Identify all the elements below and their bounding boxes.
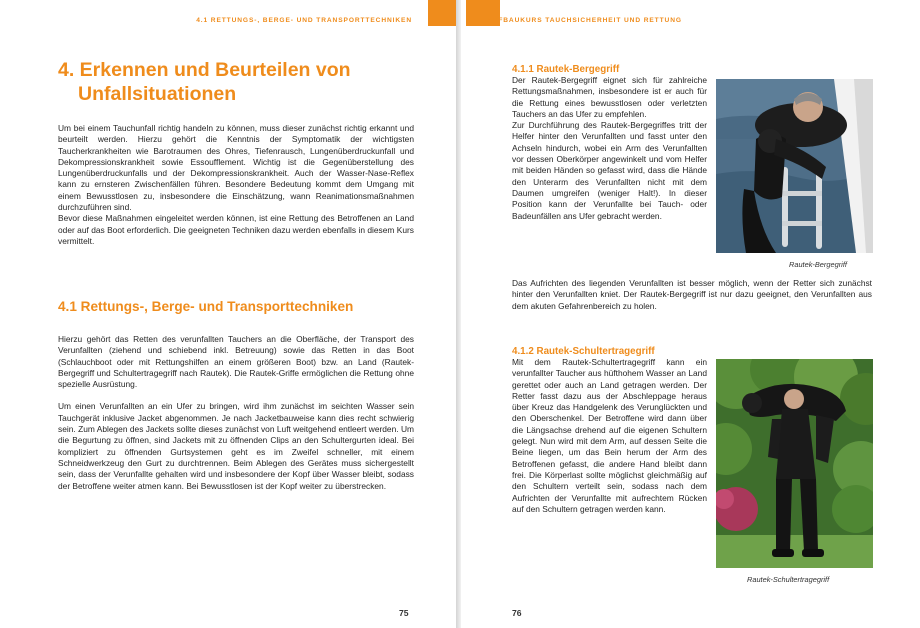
chapter-title-line2: Unfallsituationen bbox=[78, 83, 237, 105]
chapter-title bbox=[58, 58, 388, 106]
bergegriff-paragraph: Zur Durchführung des Rautek-Bergegriffes tritt der Helfer hinter den Verunfallten und fasst unter den Achseln hindurch, wobei ein Arm des Verunfallten vor dessen Oberkörper angewinkelt und vom Helfer mit beiden Händen so gefasst wird, dass die Hände den Unterarm des Verunfallten nicht mit dem Daumen umgreifen (weniger Halt!). In dieser Position kann der Verunfallte bei Tauch- oder Badeunfällen ans Ufer gebracht werden. bbox=[512, 120, 707, 221]
page-number-left: 75 bbox=[399, 608, 409, 618]
left-running-head: 4.1 RETTUNGS-, BERGE- UND TRANSPORTTECHNIKEN bbox=[196, 17, 412, 24]
intro-text bbox=[58, 123, 414, 247]
intro-paragraph: Bevor diese Maßnahmen eingeleitet werden können, ist eine Rettung des Betroffenen an Land oder auf das Boot erforderlich. Die geeigneten Techniken dazu werden ebenfalls in diesem Kurs vermittelt. bbox=[58, 213, 414, 246]
left-page bbox=[0, 0, 456, 628]
photo-caption-schultertragegriff: Rautek-Schultertragegriff bbox=[747, 575, 830, 584]
schultertragegriff-text: Mit dem Rautek-Schultertragegriff kann ein verunfallter Taucher aus hüfthohem Wasser an Land gerettet oder auch an Land getragen werden. Der Retter fasst dazu aus der Abschleppage heraus über Kreuz das Handgelenk des Verunglückten und den Oberschenkel. Der Betroffene wird dann über die Längsachse drehend auf die eigenen Schultern gelegt. Nun wird mit dem Arm, auf dessen Seite die Beine liegen, um das Bein herum der Arm des Betroffenen gefasst, die andere Hand bleibt dann frei. Die Körperlast sollte möglichst gleichmäßig auf den Schultern verteilt sein, sodass nach dem Aufrichten der Verunfallte mit aufrechtem Rücken auf den Schultern getragen werden kann. bbox=[512, 357, 707, 514]
left-page-color-tab bbox=[428, 0, 456, 26]
photo-caption-bergegriff: Rautek-Bergegriff bbox=[789, 260, 847, 269]
rautek-schultertragegriff-photo bbox=[716, 359, 873, 568]
section-title: 4.1 Rettungs-, Berge- und Transporttechniken bbox=[58, 299, 354, 314]
right-running-head: AUFBAUKURS TAUCHSICHERHEIT UND RETTUNG bbox=[487, 17, 682, 24]
right-page bbox=[461, 0, 920, 628]
bergegriff-text bbox=[512, 75, 707, 222]
bergegriff-continuation: Das Aufrichten des liegenden Verunfallten ist besser möglich, wenn der Retter sich zunächst hinter den Verunfallten kniet. Der Rautek-Bergegriff ist nur dazu geeignet, den Verunfallten aus dem akuten Gefahrenbereich zu holen. bbox=[512, 278, 872, 311]
subsection-title-bergegriff: 4.1.1 Rautek-Bergegriff bbox=[512, 64, 620, 75]
section-paragraph: Um einen Verunfallten an ein Ufer zu bringen, wird ihm zunächst im seichten Wasser sein Tauchgerät inklusive Jacket abgenommen. Je nach Jacketbauweise kann dies recht schwierig sein. Zum Ablegen des Jackets sollte dieses zunächst von Luft weitgehend entleert werden. Um die Begurtung zu öffnen, sind Jackets mit zu öffnenden Clips an den Schultergurten ideal. Bei kompliziert zu öffnenden Gurtsystemen geht es im Zweifel schneller, mit einem Schneidwerkzeug den Gurt zu durchtrennen. Beim Ablegen des Gerätes muss sichergestellt sein, dass der Verunfallte gehalten wird und insbesondere der Kopf über Wasser bleibt, sodass der Betroffene weiter atmen kann. Bei Bewusstlosen ist der Kopf weiter zu überstrecken. bbox=[58, 401, 414, 491]
rautek-bergegriff-photo bbox=[716, 79, 873, 253]
intro-paragraph: Um bei einem Tauchunfall richtig handeln zu können, muss dieser zunächst richtig erkannt und beurteilt werden. Hierzu gehört die Kenntnis der Symptomatik der wichtigsten Taucherkrankheiten wie Barotraumen des Ohres, Tiefenrausch, Lungenüberdruckunfall und Dekompressionskrankheit sowie Essoufflement. Wichtig ist die Gegenüberstellung des Lungenüberdruckunfalls und der Dekompressionskrankheit. Auch der Wasser-Nase-Reflex kann zu ernsteren Zwischenfällen führen. Besondere Bedeutung kommt dem Umgang mit einem Bewusstlosen zu, insbesondere die Einschätzung, wann Reanimationsmaßnahmen durchzuführen sind. bbox=[58, 123, 414, 213]
subsection-title-schultertragegriff: 4.1.2 Rautek-Schultertragegriff bbox=[512, 346, 655, 357]
section-paragraph: Hierzu gehört das Retten des verunfallten Tauchers an die Oberfläche, der Transport des Verunfallten (ziehend und schiebend inkl. Betreuung) sowie das Retten in das Boot (Schlauchboot oder mit Rettungshilfen an einem größeren Boot) bzw. an Land (Rautek-Bergegriff und Schultertragegriff nach Rautek). Die Rautek-Griffe ermöglichen die Rettung ohne spezielle Ausrüstung. bbox=[58, 334, 414, 390]
chapter-title-line1: 4. Erkennen und Beurteilen von bbox=[58, 59, 351, 81]
section-text bbox=[58, 334, 414, 492]
bergegriff-paragraph: Der Rautek-Bergegriff eignet sich für zahlreiche Rettungsmaßnahmen, insbesondere ist er auch für die Rettung eines bewusstlosen oder verletzten Tauchers an das Ufer zu empfehlen. bbox=[512, 75, 707, 119]
page-number-right: 76 bbox=[512, 608, 522, 618]
